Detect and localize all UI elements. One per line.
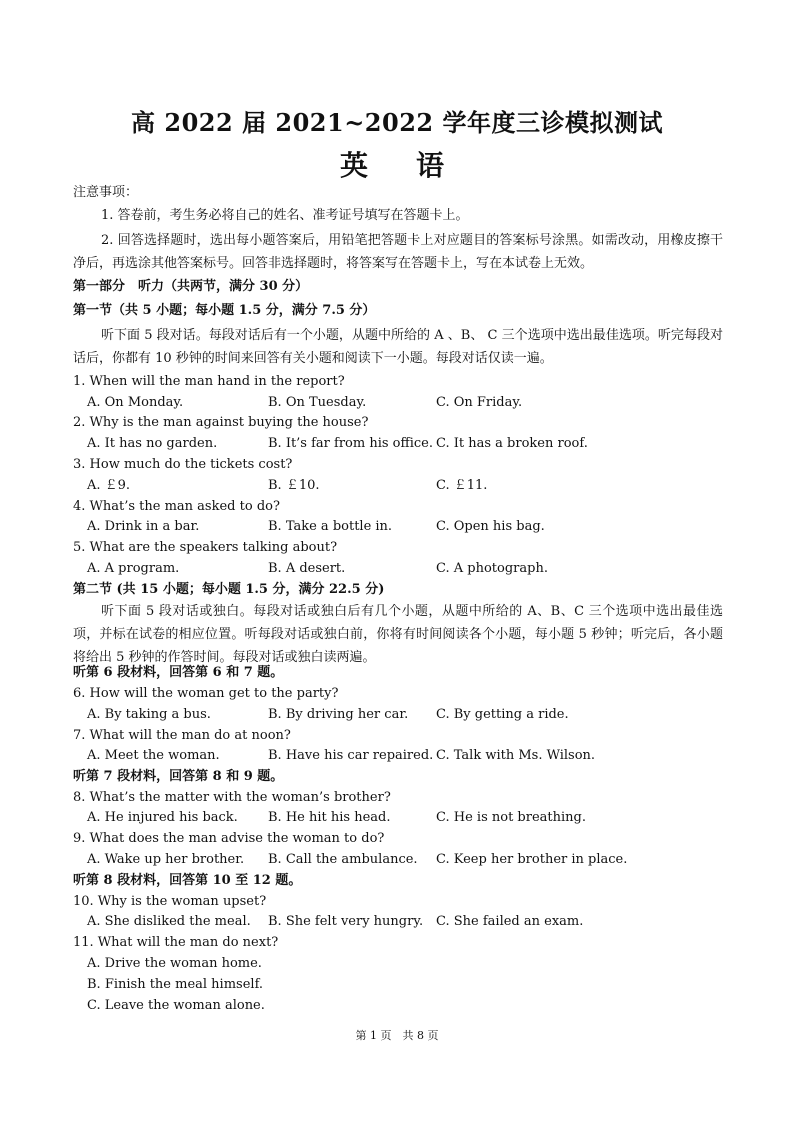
section2-instructions: 听下面 5 段对话或独白。每段对话或独白后有几个小题，从题中所给的 A、B、C 三个选项中选出最佳选项，并标在试卷的相应位置。听每段对话或独白前，你将有时间阅读各个小题，每小题 5 秒钟；听完后，各小题将给出 5 秒钟的作答时间。每段对话或独白读两遍。 xyxy=(73,604,723,665)
q2-option-b: B. It’s far from his office. xyxy=(268,436,433,451)
section1-heading: 第一节（共 5 小题；每小题 1.5 分，满分 7.5 分） xyxy=(73,303,376,318)
q1-option-a: A. On Monday. xyxy=(87,395,184,410)
q1-option-c: C. On Friday. xyxy=(436,395,523,410)
question-4: 4. What’s the man asked to do? xyxy=(73,499,280,514)
q6-option-a: A. By taking a bus. xyxy=(87,707,211,722)
q10-option-b: B. She felt very hungry. xyxy=(268,914,424,929)
q4-option-a: A. Drink in a bar. xyxy=(87,519,200,534)
q3-option-a: A. ￡9. xyxy=(87,478,131,493)
q3-option-b: B. ￡10. xyxy=(268,478,320,493)
q4-option-c: C. Open his bag. xyxy=(436,519,545,534)
question-2: 2. Why is the man against buying the house? xyxy=(73,415,369,430)
question-7: 7. What will the man do at noon? xyxy=(73,728,291,743)
note-item-1: 1. 答卷前，考生务必将自己的姓名、准考证号填写在答题卡上。 xyxy=(101,208,469,223)
question-3: 3. How much do the tickets cost? xyxy=(73,457,293,472)
q8-option-a: A. He injured his back. xyxy=(87,810,238,825)
subject-title: 英 语 xyxy=(339,149,454,182)
q6-option-b: B. By driving her car. xyxy=(268,707,409,722)
q11-option-c: C. Leave the woman alone. xyxy=(87,998,265,1013)
q11-option-b: B. Finish the meal himself. xyxy=(87,977,264,992)
material-7-heading: 听第 7 段材料，回答第 8 和 9 题。 xyxy=(73,769,284,784)
notes-label: 注意事项： xyxy=(73,185,139,200)
part1-heading: 第一部分 听力（共两节，满分 30 分） xyxy=(73,279,309,294)
q3-option-c: C. ￡11. xyxy=(436,478,488,493)
q9-option-a: A. Wake up her brother. xyxy=(87,852,245,867)
q5-option-c: C. A photograph. xyxy=(436,561,548,576)
q7-option-a: A. Meet the woman. xyxy=(87,748,220,763)
section2-heading: 第二节 (共 15 小题；每小题 1.5 分，满分 22.5 分) xyxy=(73,582,385,597)
q6-option-c: C. By getting a ride. xyxy=(436,707,569,722)
material-8-heading: 听第 8 段材料，回答第 10 至 12 题。 xyxy=(73,873,302,888)
q7-option-c: C. Talk with Ms. Wilson. xyxy=(436,748,596,763)
q4-option-b: B. Take a bottle in. xyxy=(268,519,393,534)
q1-option-b: B. On Tuesday. xyxy=(268,395,367,410)
q9-option-b: B. Call the ambulance. xyxy=(268,852,418,867)
material-6-heading: 听第 6 段材料，回答第 6 和 7 题。 xyxy=(73,665,284,680)
q9-option-c: C. Keep her brother in place. xyxy=(436,852,628,867)
q2-option-c: C. It has a broken roof. xyxy=(436,436,588,451)
exam-title: 高 2022 届 2021~2022 学年度三诊模拟测试 xyxy=(131,108,663,137)
question-10: 10. Why is the woman upset? xyxy=(73,894,267,909)
question-1: 1. When will the man hand in the report? xyxy=(73,374,345,389)
note-item-2: 2. 回答选择题时，选出每小题答案后，用铅笔把答题卡上对应题目的答案标号涂黑。如需改动，用橡皮擦干净后，再选涂其他答案标号。回答非选择题时，将答案写在答题卡上，写在本试卷上无效。 xyxy=(73,233,723,271)
q10-option-c: C. She failed an exam. xyxy=(436,914,584,929)
question-5: 5. What are the speakers talking about? xyxy=(73,540,338,555)
q10-option-a: A. She disliked the meal. xyxy=(87,914,251,929)
q2-option-a: A. It has no garden. xyxy=(87,436,218,451)
question-6: 6. How will the woman get to the party? xyxy=(73,686,339,701)
question-9: 9. What does the man advise the woman to do? xyxy=(73,831,385,846)
q7-option-b: B. Have his car repaired. xyxy=(268,748,434,763)
section1-instructions: 听下面 5 段对话。每段对话后有一个小题，从题中所给的 A 、B、 C 三个选项中选出最佳选项。听完每段对话后，你都有 10 秒钟的时间来回答有关小题和阅读下一小题。每段对话仅读一遍。 xyxy=(73,328,723,366)
q8-option-c: C. He is not breathing. xyxy=(436,810,586,825)
q11-option-a: A. Drive the woman home. xyxy=(87,956,262,971)
q5-option-b: B. A desert. xyxy=(268,561,346,576)
question-8: 8. What’s the matter with the woman’s brother? xyxy=(73,790,391,805)
q5-option-a: A. A program. xyxy=(87,561,180,576)
page-footer: 第 1 页 共 8 页 xyxy=(355,1029,439,1042)
q8-option-b: B. He hit his head. xyxy=(268,810,391,825)
question-11: 11. What will the man do next? xyxy=(73,935,279,950)
